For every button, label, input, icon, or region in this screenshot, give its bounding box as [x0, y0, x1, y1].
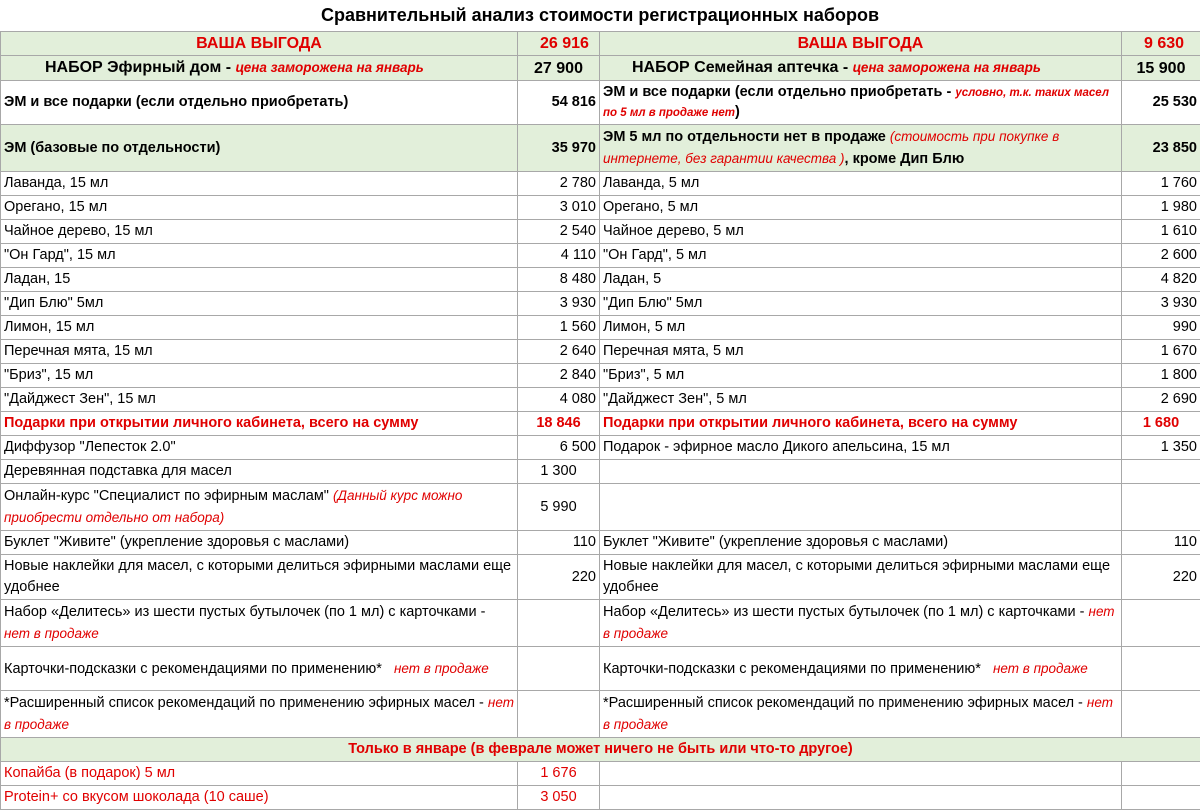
right-orange-gift-price: 1 350	[1122, 436, 1200, 460]
gifts-row	[1, 412, 1200, 436]
right-booklet-price: 110	[1122, 531, 1200, 555]
right-benefit-value: 9 630	[1122, 32, 1200, 56]
january-note: Только в январе (в феврале может ничего не быть или что-то другое)	[1, 738, 1200, 762]
right-frozen-note: цена заморожена на январь	[853, 60, 1041, 75]
left-oil-name: "Бриз", 15 мл	[1, 364, 518, 388]
right-em-base-tail: , кроме Дип Блю	[845, 151, 965, 167]
left-cards	[1, 647, 518, 691]
january-item-name: Protein+ со вкусом шоколада (10 саше)	[1, 786, 518, 810]
right-cards	[600, 647, 1122, 691]
right-stickers-price: 220	[1122, 555, 1200, 600]
booklet-row	[1, 531, 1200, 555]
left-course	[1, 484, 518, 531]
right-oil-price: 2 600	[1122, 244, 1200, 268]
course-row	[1, 484, 1200, 531]
right-oil-price: 1 760	[1122, 172, 1200, 196]
oil-row	[1, 388, 1200, 412]
left-benefit-value: 26 916	[518, 32, 600, 56]
em-all-row	[1, 81, 1200, 125]
stickers-row	[1, 555, 1200, 600]
right-em-all-label	[600, 81, 1122, 125]
left-set-price: 27 900	[518, 56, 600, 81]
january-empty	[600, 786, 1122, 810]
left-em-all-label: ЭМ и все подарки (если отдельно приобретать)	[1, 81, 518, 125]
january-item-price: 1 676	[518, 762, 600, 786]
right-list	[600, 691, 1122, 738]
left-cards-price	[518, 647, 600, 691]
january-item-row	[1, 762, 1200, 786]
left-course-note: (Данный курс можно приобрести отдельно от набора)	[4, 488, 462, 525]
left-oil-price: 3 010	[518, 196, 600, 220]
left-list-note: нет в продаже	[4, 695, 514, 732]
left-oil-price: 1 560	[518, 316, 600, 340]
left-oil-name: Чайное дерево, 15 мл	[1, 220, 518, 244]
left-oil-price: 2 840	[518, 364, 600, 388]
right-bottles-text: Набор «Делитесь» из шести пустых бутылочек (по 1 мл) с карточками -	[603, 604, 1089, 620]
left-em-all-value: 54 816	[518, 81, 600, 125]
right-list-text: *Расширенный список рекомендаций по применению эфирных масел -	[603, 695, 1087, 711]
oil-row	[1, 364, 1200, 388]
benefit-row	[1, 32, 1200, 56]
stand-row	[1, 460, 1200, 484]
right-cards-text: Карточки-подсказки с рекомендациями по применению*	[603, 661, 981, 677]
left-stand-price: 1 300	[518, 460, 600, 484]
january-empty-price	[1122, 762, 1200, 786]
right-oil-price: 1 670	[1122, 340, 1200, 364]
oil-row	[1, 292, 1200, 316]
right-empty-2-price	[1122, 484, 1200, 531]
right-oil-price: 990	[1122, 316, 1200, 340]
em-base-row	[1, 125, 1200, 172]
right-oil-price: 1 610	[1122, 220, 1200, 244]
january-item-row	[1, 786, 1200, 810]
january-item-name: Копайба (в подарок) 5 мл	[1, 762, 518, 786]
left-oil-name: "Он Гард", 15 мл	[1, 244, 518, 268]
left-oil-name: Ладан, 15	[1, 268, 518, 292]
right-em-base-value: 23 850	[1122, 125, 1200, 172]
right-oil-name: "Он Гард", 5 мл	[600, 244, 1122, 268]
january-item-price: 3 050	[518, 786, 600, 810]
left-set-sep: -	[221, 59, 235, 76]
right-oil-name: Лаванда, 5 мл	[600, 172, 1122, 196]
january-empty-price	[1122, 786, 1200, 810]
left-cards-note: нет в продаже	[394, 661, 489, 676]
left-oil-name: Орегано, 15 мл	[1, 196, 518, 220]
set-name-row	[1, 56, 1200, 81]
right-gifts-label: Подарки при открытии личного кабинета, всего на сумму	[600, 412, 1122, 436]
left-stickers: Новые наклейки для масел, с которыми делиться эфирными маслами еще удобнее	[1, 555, 518, 600]
right-em-all-note: условно, т.к. таких масел по 5 мл в продаже нет	[603, 87, 1109, 119]
right-oil-name: Орегано, 5 мл	[600, 196, 1122, 220]
diffuser-row	[1, 436, 1200, 460]
right-oil-price: 1 980	[1122, 196, 1200, 220]
comparison-table	[0, 31, 1200, 810]
right-em-all-text: ЭМ и все подарки (если отдельно приобретать -	[603, 84, 955, 100]
right-empty-1	[600, 460, 1122, 484]
right-oil-price: 1 800	[1122, 364, 1200, 388]
left-stand: Деревянная подставка для масел	[1, 460, 518, 484]
left-list-price	[518, 691, 600, 738]
left-oil-price: 8 480	[518, 268, 600, 292]
left-em-base-label: ЭМ (базовые по отдельности)	[1, 125, 518, 172]
page-title: Сравнительный анализ стоимости регистрационных наборов	[0, 0, 1200, 31]
bottles-row	[1, 600, 1200, 647]
right-empty-1-price	[1122, 460, 1200, 484]
list-row	[1, 691, 1200, 738]
right-em-base-text: ЭМ 5 мл по отдельности нет в продаже	[603, 129, 886, 145]
right-em-all-value: 25 530	[1122, 81, 1200, 125]
right-oil-price: 4 820	[1122, 268, 1200, 292]
left-cards-text: Карточки-подсказки с рекомендациями по применению*	[4, 661, 382, 677]
right-oil-name: Чайное дерево, 5 мл	[600, 220, 1122, 244]
left-bottles-note: нет в продаже	[4, 626, 99, 641]
left-oil-price: 2 780	[518, 172, 600, 196]
oil-row	[1, 316, 1200, 340]
left-benefit-label: ВАША ВЫГОДА	[1, 32, 518, 56]
right-set-sep: -	[838, 59, 852, 76]
left-bottles	[1, 600, 518, 647]
right-em-all-close: )	[735, 104, 740, 120]
oil-row	[1, 220, 1200, 244]
right-benefit-label: ВАША ВЫГОДА	[600, 32, 1122, 56]
left-frozen-note: цена заморожена на январь	[236, 60, 424, 75]
right-oil-name: "Дип Блю" 5мл	[600, 292, 1122, 316]
right-set-name	[600, 56, 1122, 81]
left-course-text: Онлайн-курс "Специалист по эфирным маслам"	[4, 488, 329, 504]
left-diffuser: Диффузор "Лепесток 2.0"	[1, 436, 518, 460]
right-oil-name: Перечная мята, 5 мл	[600, 340, 1122, 364]
left-list	[1, 691, 518, 738]
january-empty	[600, 762, 1122, 786]
left-oil-name: Лимон, 15 мл	[1, 316, 518, 340]
right-stickers: Новые наклейки для масел, с которыми делиться эфирными маслами еще удобнее	[600, 555, 1122, 600]
left-oil-name: "Дип Блю" 5мл	[1, 292, 518, 316]
oil-row	[1, 196, 1200, 220]
left-gifts-total: 18 846	[518, 412, 600, 436]
left-course-price: 5 990	[518, 484, 600, 531]
left-list-text: *Расширенный список рекомендаций по применению эфирных масел -	[4, 695, 488, 711]
right-list-price	[1122, 691, 1200, 738]
right-oil-name: "Дайджест Зен", 5 мл	[600, 388, 1122, 412]
right-set-price: 15 900	[1122, 56, 1200, 81]
right-oil-name: Лимон, 5 мл	[600, 316, 1122, 340]
january-note-row	[1, 738, 1200, 762]
left-bottles-text: Набор «Делитесь» из шести пустых бутылочек (по 1 мл) с карточками -	[4, 604, 485, 620]
left-stickers-price: 220	[518, 555, 600, 600]
left-em-base-value: 35 970	[518, 125, 600, 172]
right-list-note: нет в продаже	[603, 695, 1113, 732]
left-oil-price: 2 540	[518, 220, 600, 244]
right-bottles-price	[1122, 600, 1200, 647]
cards-row	[1, 647, 1200, 691]
left-oil-price: 4 080	[518, 388, 600, 412]
right-bottles	[600, 600, 1122, 647]
left-oil-price: 4 110	[518, 244, 600, 268]
right-cards-price	[1122, 647, 1200, 691]
right-gifts-total: 1 680	[1122, 412, 1200, 436]
right-booklet: Буклет "Живите" (укрепление здоровья с маслами)	[600, 531, 1122, 555]
right-bottles-note: нет в продаже	[603, 604, 1115, 641]
left-diffuser-price: 6 500	[518, 436, 600, 460]
right-oil-price: 3 930	[1122, 292, 1200, 316]
right-em-base-note: (стоимость при покупке в интернете, без гарантии качества )	[603, 129, 1059, 166]
left-oil-price: 3 930	[518, 292, 600, 316]
oil-row	[1, 340, 1200, 364]
right-cards-note: нет в продаже	[993, 661, 1088, 676]
right-empty-2	[600, 484, 1122, 531]
left-oil-name: Перечная мята, 15 мл	[1, 340, 518, 364]
left-set-name	[1, 56, 518, 81]
right-oil-price: 2 690	[1122, 388, 1200, 412]
left-bottles-price	[518, 600, 600, 647]
right-oil-name: "Бриз", 5 мл	[600, 364, 1122, 388]
right-oil-name: Ладан, 5	[600, 268, 1122, 292]
left-booklet-price: 110	[518, 531, 600, 555]
left-set-title: НАБОР Эфирный дом	[45, 59, 221, 76]
right-em-base-label	[600, 125, 1122, 172]
oil-row	[1, 244, 1200, 268]
left-oil-name: "Дайджест Зен", 15 мл	[1, 388, 518, 412]
oil-row	[1, 268, 1200, 292]
oil-row	[1, 172, 1200, 196]
right-orange-gift: Подарок - эфирное масло Дикого апельсина, 15 мл	[600, 436, 1122, 460]
right-set-title: НАБОР Семейная аптечка	[632, 59, 838, 76]
left-oil-price: 2 640	[518, 340, 600, 364]
left-oil-name: Лаванда, 15 мл	[1, 172, 518, 196]
left-gifts-label: Подарки при открытии личного кабинета, всего на сумму	[1, 412, 518, 436]
left-booklet: Буклет "Живите" (укрепление здоровья с маслами)	[1, 531, 518, 555]
